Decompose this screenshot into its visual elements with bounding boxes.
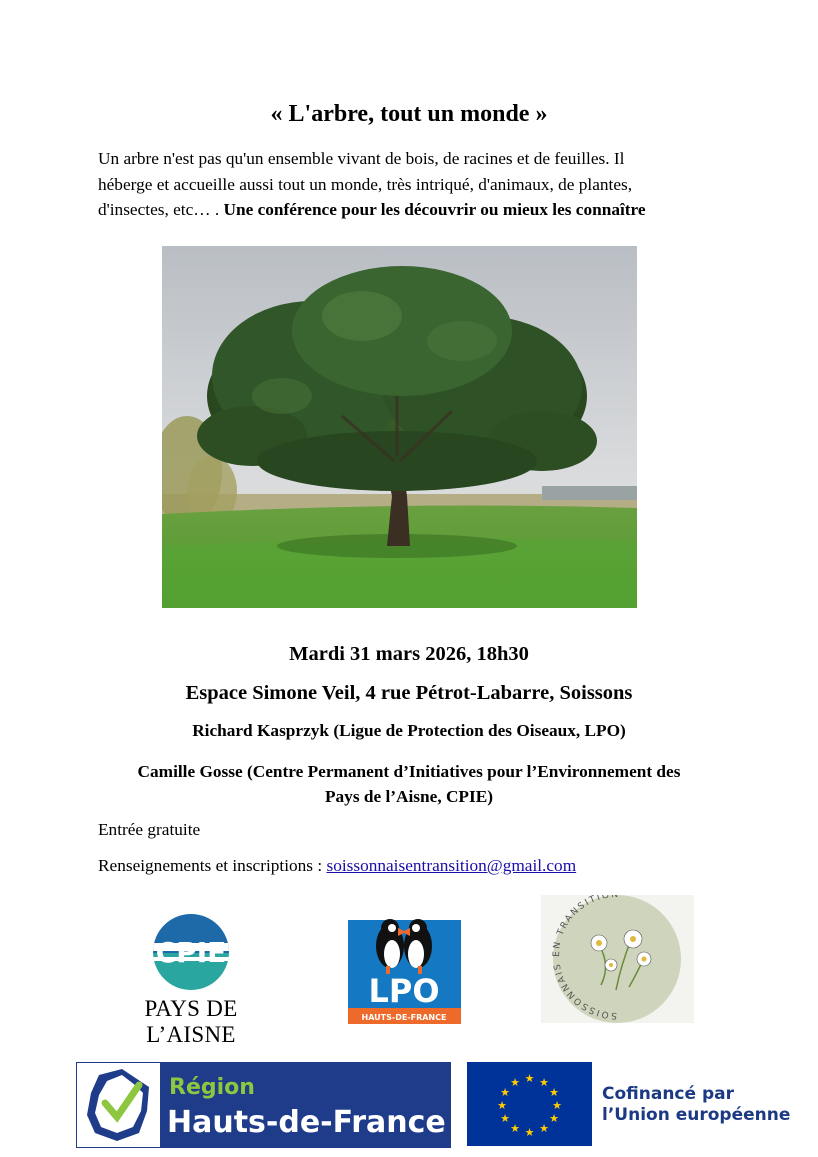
svg-text:★: ★ [524,1126,535,1139]
svg-text:★: ★ [500,1086,510,1099]
lpo-subtitle: HAUTS-DE-FRANCE [361,1013,447,1022]
svg-text:★: ★ [539,1122,549,1135]
region-word: Région [169,1075,255,1100]
cpie-logo [150,913,232,991]
svg-text:★: ★ [510,1076,520,1089]
region-name: Hauts-de-France [167,1105,446,1140]
eu-stars-icon [467,1062,592,1146]
region-map-mark [77,1063,160,1147]
intro-line-1: Un arbre n'est pas qu'un ensemble vivant de bois, de racines et de feuilles. Il [98,149,625,168]
entry-info: Entrée gratuite [98,820,201,839]
intro-paragraph [98,146,738,223]
intro-highlight: Une conférence pour les découvrir ou mieux les connaître [223,200,646,219]
oak-tree-photo [162,246,637,608]
flowers-emblem [541,895,694,1023]
svg-text:★: ★ [524,1072,535,1085]
contact-label: Renseignements et inscriptions : [98,856,327,875]
cpie-emblem [150,913,232,991]
lpo-mark: LPO [368,972,440,1010]
cpie-logo-text: PAYS DE L’AISNE [144,996,238,1047]
contact-info [98,856,576,876]
ring-text: SOISSONNAIS EN TRANSITION [551,895,621,1021]
oak-tree-illustration [162,246,637,608]
event-date: Mardi 31 mars 2026, 18h30 [289,643,529,665]
eu-line-2: l’Union européenne [602,1105,791,1125]
svg-text:★: ★ [497,1099,507,1112]
contact-email-link[interactable]: soissonnaisentransition@gmail.com [326,856,577,875]
soissonnais-en-transition-logo [541,895,694,1023]
intro-line-2: héberge et accueille aussi tout un monde, très intriqué, d'animaux, de plantes, [98,174,633,194]
event-venue: Espace Simone Veil, 4 rue Pétrot-Labarre, Soissons [185,682,633,704]
speaker-2-line-1: Camille Gosse (Centre Permanent d’Initiatives pour l’Environnement des [137,762,681,781]
lpo-logo [348,908,461,1024]
svg-text:★: ★ [500,1112,510,1125]
eu-cofinance-text [602,1084,790,1126]
speaker-1: Richard Kasprzyk (Ligue de Protection des Oiseaux, LPO) [192,721,626,740]
speaker-2 [0,759,818,809]
region-hauts-de-france-logo [76,1062,451,1148]
svg-text:★: ★ [552,1099,562,1112]
puffin-emblem [348,908,461,1024]
svg-text:★: ★ [549,1112,559,1125]
cpie-mark: CPIE [155,936,227,969]
poster-title: « L'arbre, tout un monde » [270,101,548,127]
svg-text:★: ★ [510,1122,520,1135]
svg-text:★: ★ [549,1086,559,1099]
france-map-icon [77,1063,160,1147]
intro-line-3: d'insectes, etc… . [98,200,224,219]
eu-flag [467,1062,592,1146]
svg-text:★: ★ [539,1076,549,1089]
speaker-2-line-2: Pays de l’Aisne, CPIE) [324,787,493,806]
eu-line-1: Cofinancé par [602,1084,734,1104]
